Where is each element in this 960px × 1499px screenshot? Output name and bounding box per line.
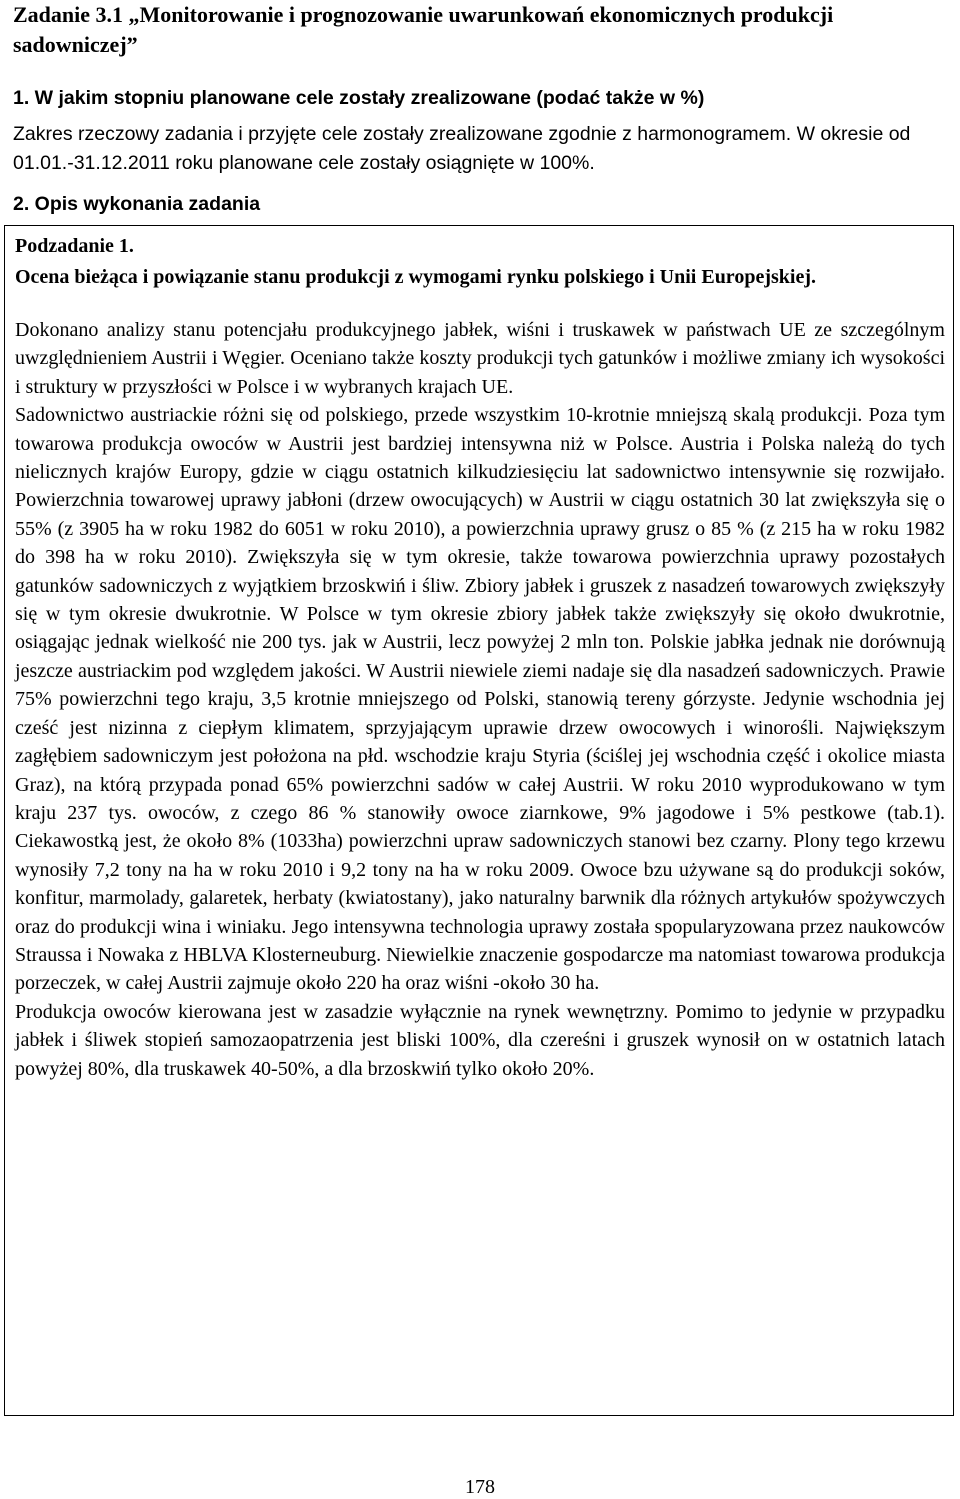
page-number: 178 bbox=[465, 1476, 495, 1498]
subtask-label: Podzadanie 1. bbox=[15, 235, 134, 257]
section-1-text: Zakres rzeczowy zadania i przyjęte cele zostały zrealizowane zgodnie z harmonogramem. W okresie od 01.01.-31.12.2011 roku planowane cele zostały osiągnięte w 100%. bbox=[13, 123, 911, 174]
body-paragraph: Produkcja owoców kierowana jest w zasadzie wyłącznie na rynek wewnętrzny. Pomimo to jedynie w przypadku jabłek i śliwek stopień samozaopatrzenia jest bliski 100%, dla czereśni i gruszek wynosił on w ostatnich latach powyżej 80%, dla truskawek 40-50%, a dla brzoskwiń tylko około 20%. bbox=[15, 1000, 945, 1080]
section-2-heading: 2. Opis wykonania zadania bbox=[13, 193, 261, 215]
subtask-body bbox=[15, 316, 945, 1083]
task-title: Zadanie 3.1 „Monitorowanie i prognozowanie uwarunkowań ekonomicznych produkcji sadowniczej” bbox=[13, 2, 834, 57]
body-paragraph: Dokonano analizy stanu potencjału produkcyjnego jabłek, wiśni i truskawek w państwach UE ze szczególnym uwzględnieniem Austrii i Węgier. Oceniano także koszty produkcji tych gatunków i możliwe zmiany ich wysokości i struktury w przyszłości w Polsce i w wybranych krajach UE. bbox=[15, 319, 945, 398]
body-paragraph: Sadownictwo austriackie różni się od polskiego, przede wszystkim 10-krotnie mniejszą skalą produkcji. Poza tym towarowa produkcja owoców w Austrii jest bardziej intensywna niż w Polsce. Austria i Polska należą do tych nielicznych krajów Europy, gdzie w ciągu ostatnich kilkudziesięciu lat sadownictwo intensywnie się rozwijało. Powierzchnia towarowej uprawy jabłoni (drzew owocujących) w Austrii w ciągu ostatnich 30 lat zwiększyła się o 55% (z 3905 ha w roku 1982 do 6051 w roku 2010), a powierzchnia uprawy grusz o 85 % (z 215 ha w roku 1982 do 398 ha w roku 2010). Zwiększyła się w tym okresie, także towarowa powierzchnia uprawy pozostałych gatunków sadowniczych z wyjątkiem brzoskwiń i śliw. Zbiory jabłek i gruszek z nasadzeń towarowych zwiększyły się w tym okresie dwukrotnie. W Polsce w tym okresie zbiory jabłek także zwiększyły się około dwukrotnie, osiągając jednak wielkość nie 200 tys. jak w Austrii, lecz powyżej 2 mln ton. Polskie jabłka jednak nie dorównują jeszcze austriackim pod względem jakości. W Austrii niewiele ziemi nadaje się dla nasadzeń sadowniczych. Prawie 75% powierzchni tego kraju, 3,5 krotnie mniejszego od Polski, stanowią tereny górzyste. Jedynie wschodnia jej cześć jest nizinna z ciepłym klimatem, sprzyjającym uprawie drzew owocowych i winorośli. Największym zagłębiem sadowniczym jest położona na płd. wschodzie kraju Styria (ściślej jej wschodnia część i okolice miasta Graz), na którą przypada ponad 65% powierzchni sadów w całej Austrii. W roku 2010 wyprodukowano w tym kraju 237 tys. owoców, z czego 86 % stanowiły owoce ziarnkowe, 9% jagodowe i 5% pestkowe (tab.1). Ciekawostką jest, że około 8% (1033ha) powierzchni upraw sadowniczych stanowi bez czarny. Plony tego krzewu wynosiły 7,2 tony na ha w roku 2010 i 9,2 tony na ha w roku 2009. Owoce bzu używane są do produkcji soków, konfitur, marmolady, galaretek, herbaty (kwiatostany), jako naturalny barwnik dla różnych artykułów spożywczych oraz do produkcji wina i winiaku. Jego intensywna technologia uprawy została spopularyzowana przez naukowców Straussa i Nowaka z HBLVA Klosterneuburg. Niewielkie znaczenie gospodarcze ma natomiast towarowa produkcja porzeczek, w całej Austrii zajmuje około 220 ha oraz wiśni -około 30 ha. bbox=[15, 404, 945, 995]
section-1-heading: 1. W jakim stopniu planowane cele zostały zrealizowane (podać także w %) bbox=[13, 87, 705, 109]
subtask-title: Ocena bieżąca i powiązanie stanu produkcji z wymogami rynku polskiego i Unii Europejskiej. bbox=[15, 266, 816, 288]
